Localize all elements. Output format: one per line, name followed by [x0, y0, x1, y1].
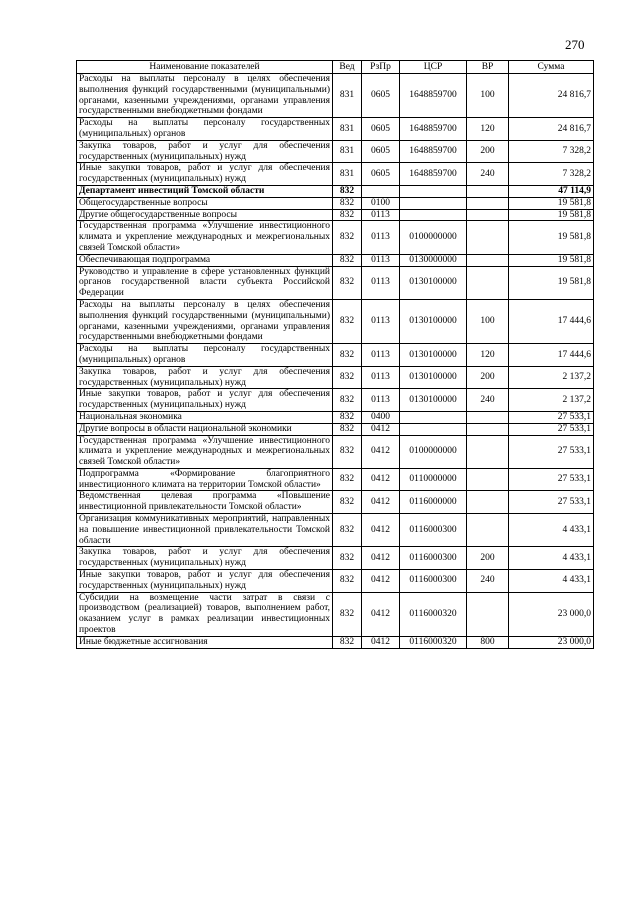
- cell-sum: 24 816,7: [509, 118, 594, 141]
- cell-ved: 832: [333, 411, 362, 423]
- cell-vr: [467, 491, 509, 514]
- table-row: [77, 491, 594, 514]
- cell-name: Расходы на выплаты персоналу государственных (муниципальных) органов: [77, 344, 333, 367]
- cell-vr: 800: [467, 636, 509, 648]
- cell-rzpr: 0113: [362, 366, 400, 389]
- cell-csr: 0116000300: [400, 570, 467, 593]
- cell-sum: 7 328,2: [509, 140, 594, 163]
- cell-rzpr: 0605: [362, 74, 400, 118]
- cell-csr: 1648859700: [400, 74, 467, 118]
- cell-csr: [400, 185, 467, 197]
- cell-csr: 0130100000: [400, 344, 467, 367]
- cell-rzpr: 0113: [362, 266, 400, 299]
- cell-rzpr: 0605: [362, 140, 400, 163]
- cell-ved: 831: [333, 74, 362, 118]
- cell-sum: 4 433,1: [509, 514, 594, 547]
- table-row: [77, 514, 594, 547]
- cell-ved: 832: [333, 197, 362, 209]
- cell-rzpr: 0412: [362, 570, 400, 593]
- cell-name: Другие общегосударственные вопросы: [77, 209, 333, 221]
- cell-vr: [467, 592, 509, 636]
- cell-rzpr: 0113: [362, 221, 400, 254]
- cell-name: Подпрограмма «Формирование благоприятного инвестиционного климата на территории Томской области»: [77, 468, 333, 491]
- table-row: [77, 423, 594, 435]
- header-sum: Сумма: [509, 61, 594, 74]
- cell-vr: [467, 411, 509, 423]
- cell-ved: 832: [333, 435, 362, 468]
- cell-rzpr: 0412: [362, 435, 400, 468]
- cell-name: Иные закупки товаров, работ и услуг для обеспечения государственных (муниципальных) нужд: [77, 570, 333, 593]
- cell-ved: 832: [333, 209, 362, 221]
- cell-name: Закупка товаров, работ и услуг для обеспечения государственных (муниципальных) нужд: [77, 140, 333, 163]
- cell-csr: 0116000300: [400, 547, 467, 570]
- cell-rzpr: 0412: [362, 547, 400, 570]
- cell-vr: [467, 197, 509, 209]
- cell-csr: 0116000320: [400, 636, 467, 648]
- cell-name: Иные закупки товаров, работ и услуг для обеспечения государственных (муниципальных) нужд: [77, 389, 333, 412]
- cell-rzpr: [362, 185, 400, 197]
- cell-csr: 0130100000: [400, 299, 467, 343]
- table-row: [77, 74, 594, 118]
- cell-sum: 27 533,1: [509, 435, 594, 468]
- table-row: [77, 389, 594, 412]
- cell-csr: 0116000300: [400, 514, 467, 547]
- cell-sum: 19 581,8: [509, 209, 594, 221]
- cell-sum: 2 137,2: [509, 366, 594, 389]
- cell-ved: 832: [333, 592, 362, 636]
- cell-csr: 0100000000: [400, 435, 467, 468]
- cell-csr: [400, 209, 467, 221]
- cell-name: Руководство и управление в сфере установленных функций органов государственной власти субъекта Российской Федерации: [77, 266, 333, 299]
- cell-name: Закупка товаров, работ и услуг для обеспечения государственных (муниципальных) нужд: [77, 547, 333, 570]
- cell-vr: 240: [467, 570, 509, 593]
- cell-ved: 832: [333, 344, 362, 367]
- table-row: [77, 366, 594, 389]
- cell-ved: 832: [333, 266, 362, 299]
- table-row: [77, 209, 594, 221]
- table-header-row: [77, 61, 594, 74]
- cell-csr: 0116000000: [400, 491, 467, 514]
- cell-name: Государственная программа «Улучшение инвестиционного климата и укрепление международных и межрегиональных связей Томской области»: [77, 435, 333, 468]
- cell-ved: 832: [333, 366, 362, 389]
- cell-csr: 1648859700: [400, 163, 467, 186]
- page-number: 270: [565, 37, 585, 52]
- cell-ved: 832: [333, 299, 362, 343]
- table-row: [77, 197, 594, 209]
- header-vr: ВР: [467, 61, 509, 74]
- table-row: [77, 636, 594, 648]
- cell-sum: 27 533,1: [509, 491, 594, 514]
- cell-sum: 4 433,1: [509, 570, 594, 593]
- cell-ved: 832: [333, 254, 362, 266]
- cell-name: Закупка товаров, работ и услуг для обеспечения государственных (муниципальных) нужд: [77, 366, 333, 389]
- cell-rzpr: 0412: [362, 636, 400, 648]
- cell-sum: 23 000,0: [509, 636, 594, 648]
- cell-ved: 831: [333, 118, 362, 141]
- cell-rzpr: 0113: [362, 299, 400, 343]
- cell-rzpr: 0605: [362, 118, 400, 141]
- cell-ved: 832: [333, 514, 362, 547]
- cell-ved: 831: [333, 140, 362, 163]
- cell-name: Обеспечивающая подпрограмма: [77, 254, 333, 266]
- cell-ved: 832: [333, 570, 362, 593]
- cell-vr: 240: [467, 163, 509, 186]
- cell-vr: [467, 209, 509, 221]
- cell-name: Общегосударственные вопросы: [77, 197, 333, 209]
- cell-csr: [400, 423, 467, 435]
- table-row: [77, 163, 594, 186]
- cell-rzpr: 0113: [362, 389, 400, 412]
- cell-sum: 19 581,8: [509, 266, 594, 299]
- table-row: [77, 547, 594, 570]
- cell-sum: 27 533,1: [509, 468, 594, 491]
- cell-vr: [467, 266, 509, 299]
- cell-name: Расходы на выплаты персоналу в целях обеспечения выполнения функций государственными (муниципальными) органами, казенными учреждениями, органами управления государственными внебюджетными фондами: [77, 299, 333, 343]
- cell-rzpr: 0412: [362, 514, 400, 547]
- table-row: [77, 266, 594, 299]
- table-row: [77, 254, 594, 266]
- cell-sum: 19 581,8: [509, 221, 594, 254]
- table-row: [77, 570, 594, 593]
- cell-csr: [400, 197, 467, 209]
- budget-table: [76, 60, 594, 649]
- cell-csr: 1648859700: [400, 140, 467, 163]
- cell-sum: 24 816,7: [509, 74, 594, 118]
- cell-rzpr: 0412: [362, 491, 400, 514]
- cell-csr: 0130100000: [400, 389, 467, 412]
- cell-name: Иные бюджетные ассигнования: [77, 636, 333, 648]
- cell-rzpr: 0605: [362, 163, 400, 186]
- cell-name: Департамент инвестиций Томской области: [77, 185, 333, 197]
- cell-name: Ведомственная целевая программа «Повышение инвестиционной привлекательности Томской области»: [77, 491, 333, 514]
- cell-sum: 27 533,1: [509, 411, 594, 423]
- cell-sum: 27 533,1: [509, 423, 594, 435]
- cell-ved: 831: [333, 163, 362, 186]
- table-row: [77, 592, 594, 636]
- cell-csr: 0100000000: [400, 221, 467, 254]
- table-row: [77, 140, 594, 163]
- cell-rzpr: 0412: [362, 423, 400, 435]
- cell-rzpr: 0400: [362, 411, 400, 423]
- cell-name: Расходы на выплаты персоналу государственных (муниципальных) органов: [77, 118, 333, 141]
- cell-name: Субсидии на возмещение части затрат в связи с производством (реализацией) товаров, выполнением работ, оказанием услуг в рамках реализации инвестиционных проектов: [77, 592, 333, 636]
- cell-vr: 200: [467, 366, 509, 389]
- cell-name: Иные закупки товаров, работ и услуг для обеспечения государственных (муниципальных) нужд: [77, 163, 333, 186]
- cell-ved: 832: [333, 636, 362, 648]
- cell-vr: 100: [467, 74, 509, 118]
- cell-sum: 17 444,6: [509, 299, 594, 343]
- cell-vr: 100: [467, 299, 509, 343]
- table-row: [77, 185, 594, 197]
- cell-vr: 200: [467, 547, 509, 570]
- cell-name: Другие вопросы в области национальной экономики: [77, 423, 333, 435]
- cell-name: Расходы на выплаты персоналу в целях обеспечения выполнения функций государственными (муниципальными) органами, казенными учреждениями, органами управления государственными внебюджетными фондами: [77, 74, 333, 118]
- header-rzpr: РзПр: [362, 61, 400, 74]
- cell-vr: [467, 435, 509, 468]
- cell-vr: [467, 514, 509, 547]
- cell-rzpr: 0412: [362, 592, 400, 636]
- cell-ved: 832: [333, 491, 362, 514]
- header-csr: ЦСР: [400, 61, 467, 74]
- table-row: [77, 435, 594, 468]
- cell-vr: 120: [467, 344, 509, 367]
- header-name: Наименование показателей: [77, 61, 333, 74]
- cell-sum: 17 444,6: [509, 344, 594, 367]
- cell-rzpr: 0100: [362, 197, 400, 209]
- cell-ved: 832: [333, 468, 362, 491]
- cell-sum: 19 581,8: [509, 254, 594, 266]
- cell-vr: [467, 254, 509, 266]
- table-row: [77, 299, 594, 343]
- cell-vr: [467, 221, 509, 254]
- cell-sum: 7 328,2: [509, 163, 594, 186]
- cell-csr: 0110000000: [400, 468, 467, 491]
- cell-csr: [400, 411, 467, 423]
- cell-rzpr: 0412: [362, 468, 400, 491]
- cell-vr: 120: [467, 118, 509, 141]
- cell-ved: 832: [333, 547, 362, 570]
- cell-name: Национальная экономика: [77, 411, 333, 423]
- cell-rzpr: 0113: [362, 209, 400, 221]
- table-row: [77, 468, 594, 491]
- cell-ved: 832: [333, 185, 362, 197]
- cell-rzpr: 0113: [362, 344, 400, 367]
- cell-csr: 0130000000: [400, 254, 467, 266]
- cell-csr: 0130100000: [400, 266, 467, 299]
- cell-sum: 23 000,0: [509, 592, 594, 636]
- table-row: [77, 344, 594, 367]
- table-row: [77, 118, 594, 141]
- table-row: [77, 411, 594, 423]
- cell-ved: 832: [333, 423, 362, 435]
- cell-sum: 4 433,1: [509, 547, 594, 570]
- cell-csr: 1648859700: [400, 118, 467, 141]
- table-row: [77, 221, 594, 254]
- cell-sum: 19 581,8: [509, 197, 594, 209]
- header-ved: Вед: [333, 61, 362, 74]
- cell-sum: 47 114,9: [509, 185, 594, 197]
- cell-ved: 832: [333, 221, 362, 254]
- cell-ved: 832: [333, 389, 362, 412]
- cell-vr: 200: [467, 140, 509, 163]
- cell-vr: [467, 185, 509, 197]
- cell-sum: 2 137,2: [509, 389, 594, 412]
- cell-vr: 240: [467, 389, 509, 412]
- cell-vr: [467, 423, 509, 435]
- cell-name: Организация коммуникативных мероприятий, направленных на повышение инвестиционной привлекательности Томской области: [77, 514, 333, 547]
- table-body: [77, 74, 594, 649]
- cell-name: Государственная программа «Улучшение инвестиционного климата и укрепление международных и межрегиональных связей Томской области»: [77, 221, 333, 254]
- cell-rzpr: 0113: [362, 254, 400, 266]
- cell-vr: [467, 468, 509, 491]
- cell-csr: 0116000320: [400, 592, 467, 636]
- cell-csr: 0130100000: [400, 366, 467, 389]
